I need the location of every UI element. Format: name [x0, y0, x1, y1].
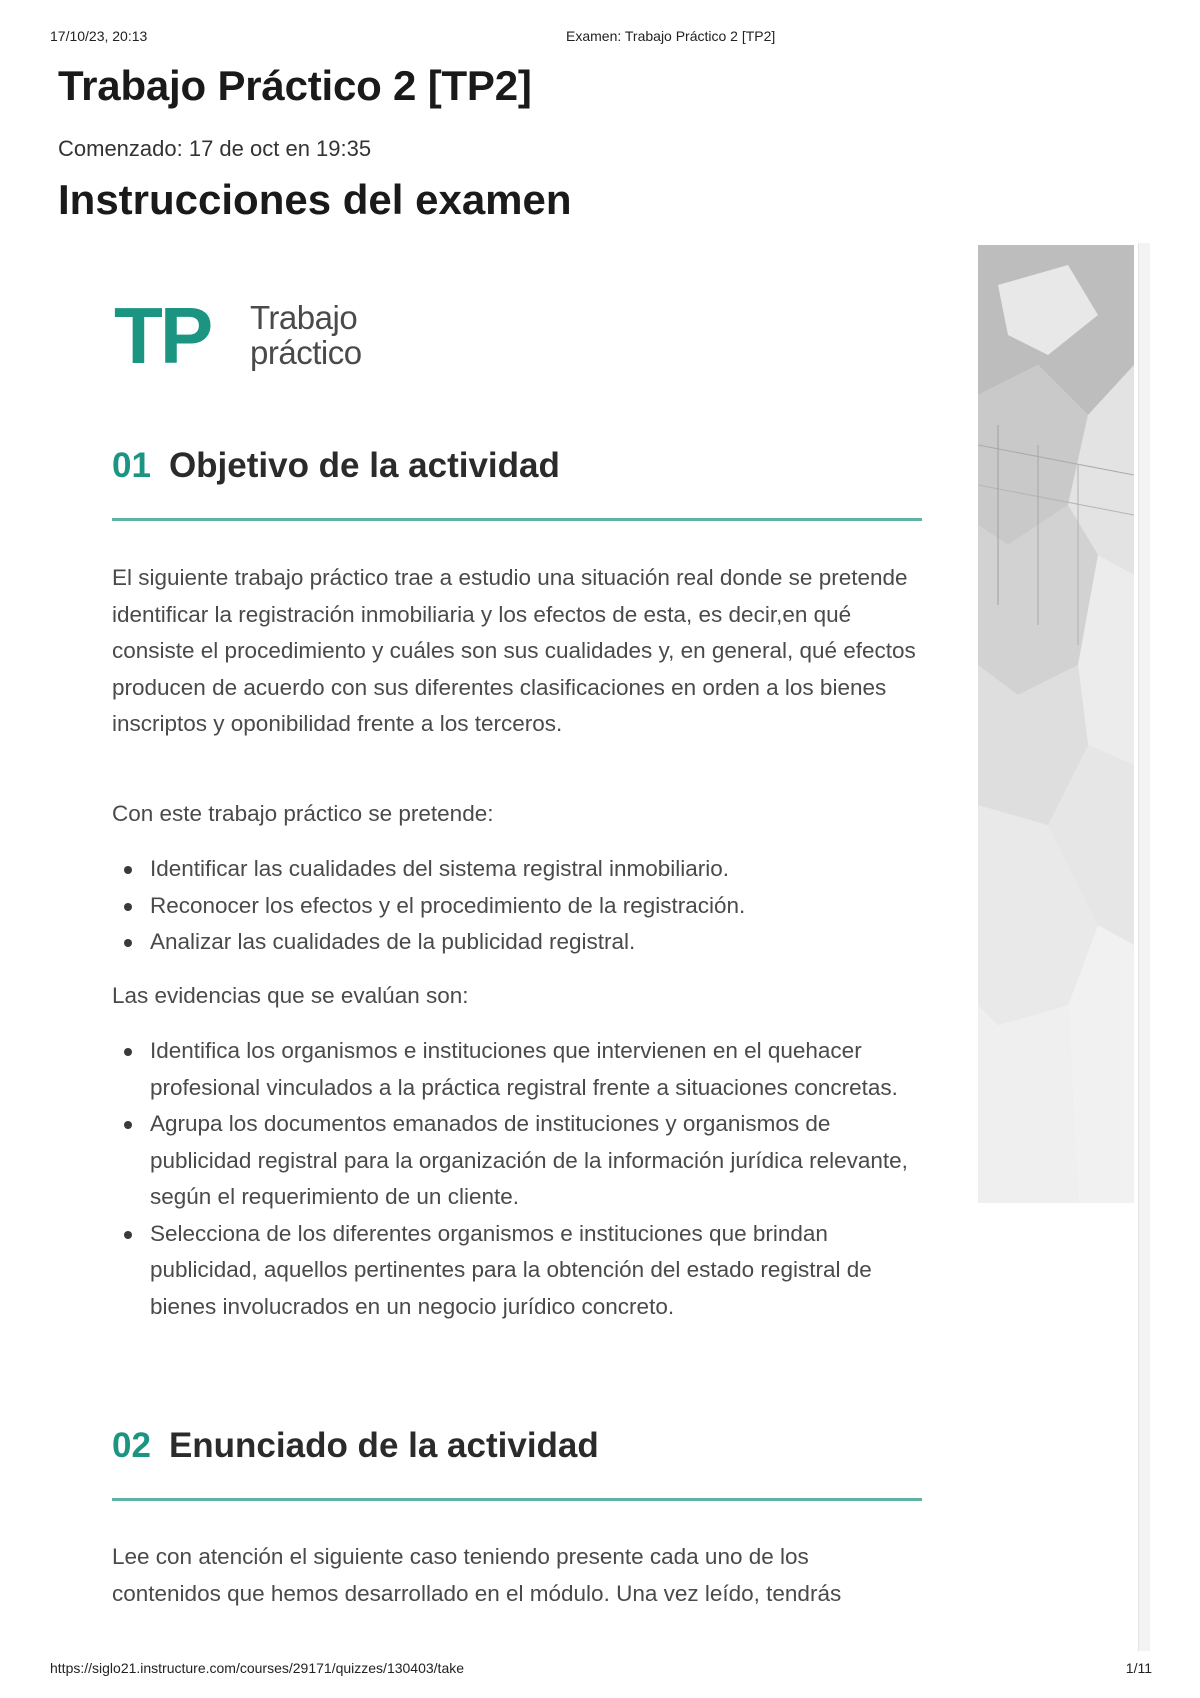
- bullet-icon: [124, 903, 132, 911]
- page-number: 1/11: [1125, 1660, 1152, 1676]
- section-title: Objetivo de la actividad: [168, 446, 560, 485]
- print-footer: [0, 1660, 1200, 1680]
- section2-paragraph: [112, 1539, 922, 1612]
- list-item-text: Agrupa los documentos emanados de instituciones y organismos de publicidad registral para la organización de la información jurídica relevante, según el requerimiento de un cliente.: [150, 1111, 908, 1209]
- list-item: [112, 888, 922, 925]
- instructions-title: Instrucciones del examen: [58, 176, 572, 223]
- list-item-text: Analizar las cualidades de la publicidad registral.: [150, 929, 636, 954]
- scrollbar-track[interactable]: [1138, 243, 1150, 1651]
- list-item: [112, 924, 922, 961]
- list-item-text: Reconocer los efectos y el procedimiento de la registración.: [150, 892, 746, 918]
- section-number: 01: [112, 446, 151, 485]
- list-item-text: Identificar las cualidades del sistema registral inmobiliario.: [150, 856, 730, 881]
- section-divider: [112, 1498, 922, 1501]
- logo-line-1: Trabajo: [250, 299, 358, 336]
- bullet-icon: [124, 1231, 132, 1239]
- logo-words: [250, 300, 362, 370]
- evidence-intro-block: [112, 978, 922, 1015]
- page-title: Trabajo Práctico 2 [TP2]: [58, 62, 532, 109]
- bullet-icon: [124, 1121, 132, 1129]
- list-item-text: Selecciona de los diferentes organismos e instituciones que brindan publicidad, aquellos pertinentes para la obtención del estado registral de bienes involucrados en un negocio jurídico concreto.: [150, 1220, 872, 1319]
- logo-line-2: práctico: [250, 334, 362, 371]
- tp-logo: [114, 291, 414, 380]
- logo-mark: TP: [114, 291, 211, 380]
- section-title: Enunciado de la actividad: [168, 1426, 599, 1465]
- print-document-title: Examen: Trabajo Práctico 2 [TP2]: [566, 28, 776, 44]
- bullet-icon: [124, 866, 132, 874]
- bullet-icon: [124, 939, 132, 947]
- statement-paragraph: Lee con atención el siguiente caso teniendo presente cada uno de los contenidos que hemos desarrollado en el módulo. Una vez leído, tendrás: [112, 1544, 842, 1606]
- list-item-text: Identifica los organismos e instituciones que intervienen en el quehacer profesional vinculados a la práctica registral frente a situaciones concretas.: [150, 1038, 898, 1100]
- list-item: [112, 1106, 922, 1216]
- bullet-icon: [124, 1048, 132, 1056]
- goals-intro-block: [112, 796, 922, 833]
- goals-intro: Con este trabajo práctico se pretende:: [112, 801, 494, 826]
- evidence-intro: Las evidencias que se evalúan son:: [112, 983, 469, 1008]
- list-item: [112, 851, 922, 888]
- section-divider: [112, 518, 922, 521]
- section-number: 02: [112, 1426, 151, 1465]
- print-datetime: 17/10/23, 20:13: [50, 28, 148, 44]
- goals-list: [112, 851, 922, 961]
- section-heading-enunciado: [112, 1426, 599, 1466]
- goals-list-block: [112, 851, 922, 961]
- page-url: https://siglo21.instructure.com/courses/29171/quizzes/130403/take: [50, 1660, 465, 1676]
- list-item: [112, 1216, 922, 1326]
- section-heading-objetivo: [112, 446, 560, 486]
- list-item: [112, 1033, 922, 1106]
- objective-paragraph: El siguiente trabajo práctico trae a estudio una situación real donde se pretende identificar la registración inmobiliaria y los efectos de esta, es decir,en qué consiste el procedimiento y cuáles son sus cualidades y, en general, qué efectos producen de acuerdo con sus diferentes clasificaciones en orden a los bienes inscriptos y oponibilidad frente a los terceros.: [112, 565, 916, 736]
- print-header: [0, 28, 1200, 48]
- evidence-list-block: [112, 1033, 922, 1325]
- section1-paragraph: [112, 560, 922, 743]
- decorative-architecture-image: [978, 245, 1134, 1203]
- evidence-list: [112, 1033, 922, 1325]
- started-timestamp: Comenzado: 17 de oct en 19:35: [58, 136, 372, 161]
